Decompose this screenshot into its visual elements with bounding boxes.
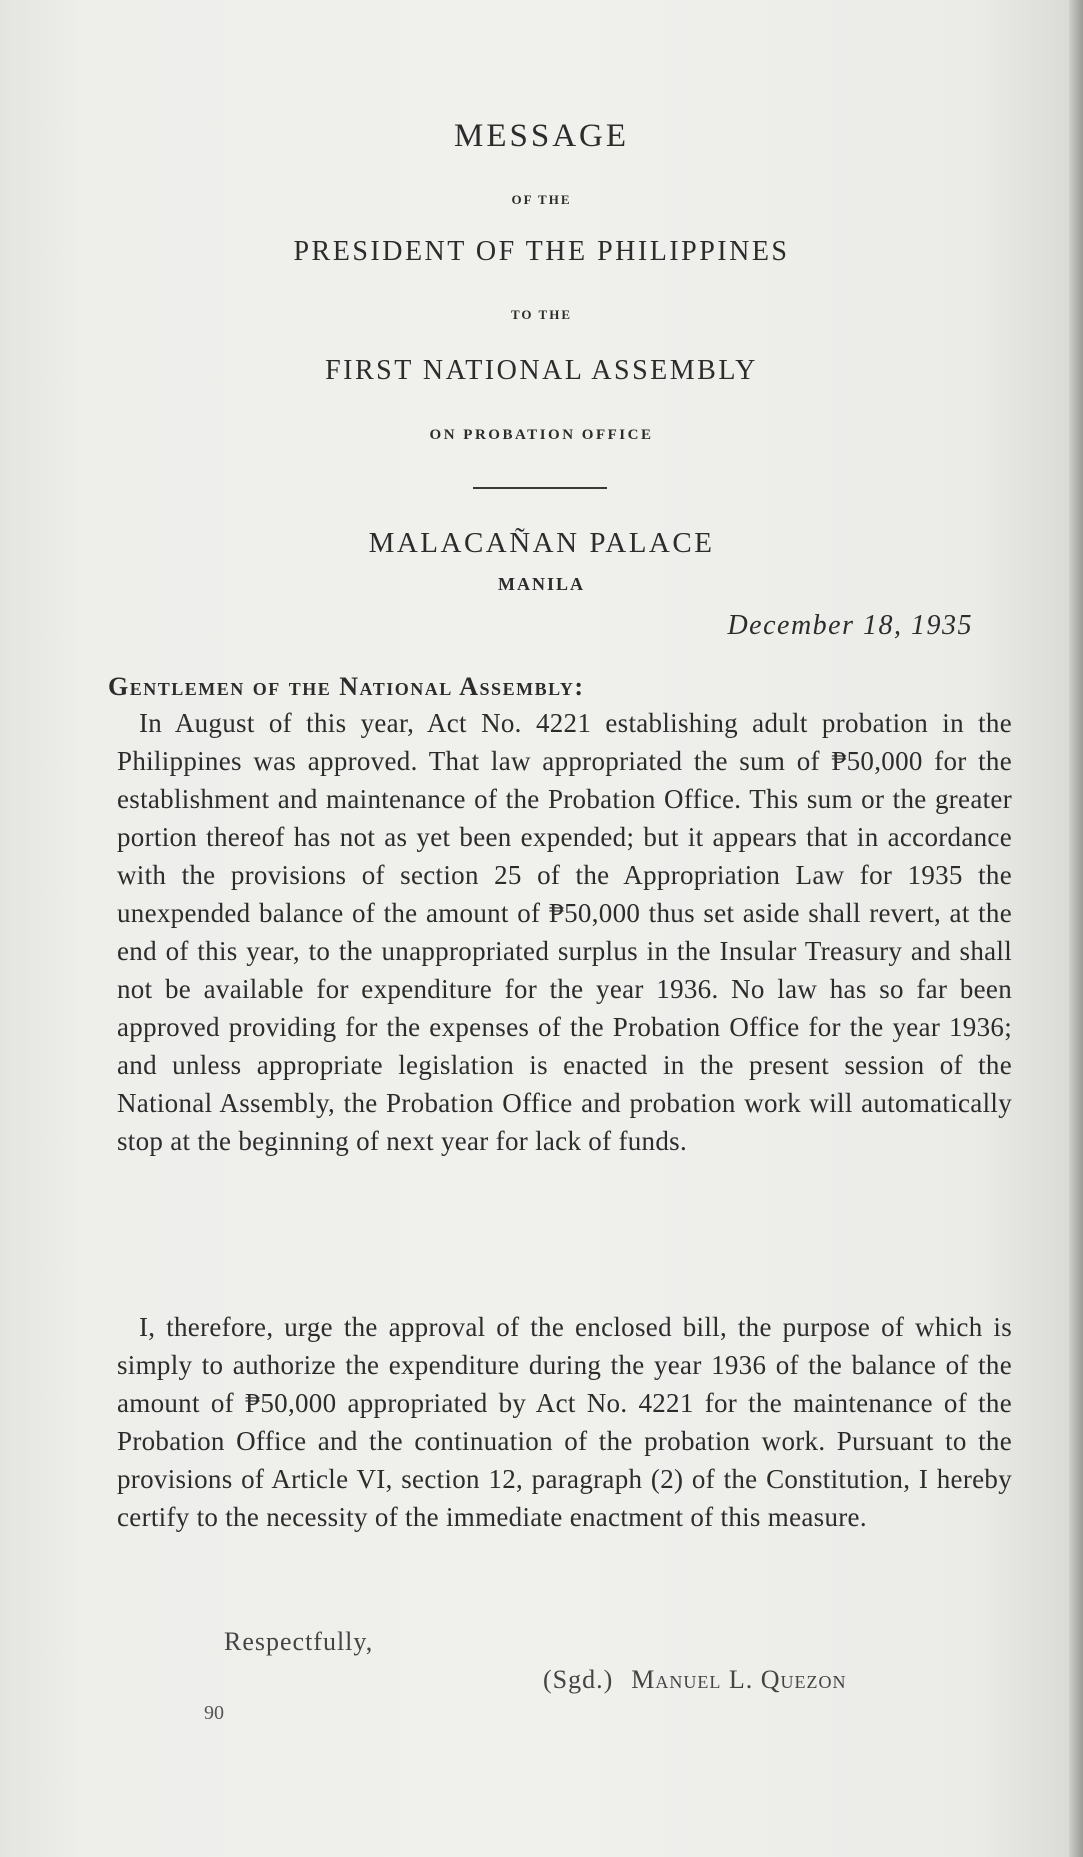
header-to-the: TO THE <box>510 307 573 322</box>
valediction: Respectfully, <box>224 1627 374 1656</box>
location-city: MANILA <box>498 574 585 594</box>
page-number: 90 <box>204 1702 224 1724</box>
salutation: Gentlemen of the National Assembly: <box>108 672 585 701</box>
signed-mark: (Sgd.) <box>543 1665 614 1694</box>
header-divider <box>473 487 607 489</box>
header-subject: ON PROBATION OFFICE <box>429 427 654 443</box>
header-recipient: FIRST NATIONAL ASSEMBLY <box>325 355 758 386</box>
signature-line <box>543 1665 847 1695</box>
header-of-the: OF THE <box>511 192 572 207</box>
body-paragraph-1: In August of this year, Act No. 4221 establishing adult probation in the Philippines was approved. That law appropriated the sum of ₱50,000 for the establishment and maintenance of the Probation Office. This sum or the greater portion thereof has not as yet been expended; but it appears that in accordance with the provisions of section 25 of the Appropriation Law for 1935 the unexpended balance of the amount of ₱50,000 thus set aside shall revert, at the end of this year, to the unappropriated surplus in the Insular Treasury and shall not be available for expenditure for the year 1936. No law has so far been approved providing for the expenses of the Probation Office for the year 1936; and unless appropriate legislation is enacted in the present session of the National Assembly, the Probation Office and probation work will automatically stop at the beginning of next year for lack of funds. <box>117 708 1012 1156</box>
document-title: MESSAGE <box>453 118 630 154</box>
signatory-name: Manuel L. Quezon <box>631 1665 847 1694</box>
body-paragraph-2: I, therefore, urge the approval of the enclosed bill, the purpose of which is simply to authorize the expenditure during the year 1936 of the balance of the amount of ₱50,000 appropriated by Act No. 4221 for the maintenance of the Probation Office and the continuation of the probation work. Pursuant to the provisions of Article VI, section 12, paragraph (2) of the Constitution, I hereby certify to the necessity of the immediate enactment of this measure. <box>117 1312 1012 1532</box>
location-palace: MALACAÑAN PALACE <box>368 527 715 559</box>
letter-date: December 18, 1935 <box>727 610 973 641</box>
header-office: PRESIDENT OF THE PHILIPPINES <box>293 236 790 267</box>
book-spine-shadow <box>1069 0 1083 1857</box>
